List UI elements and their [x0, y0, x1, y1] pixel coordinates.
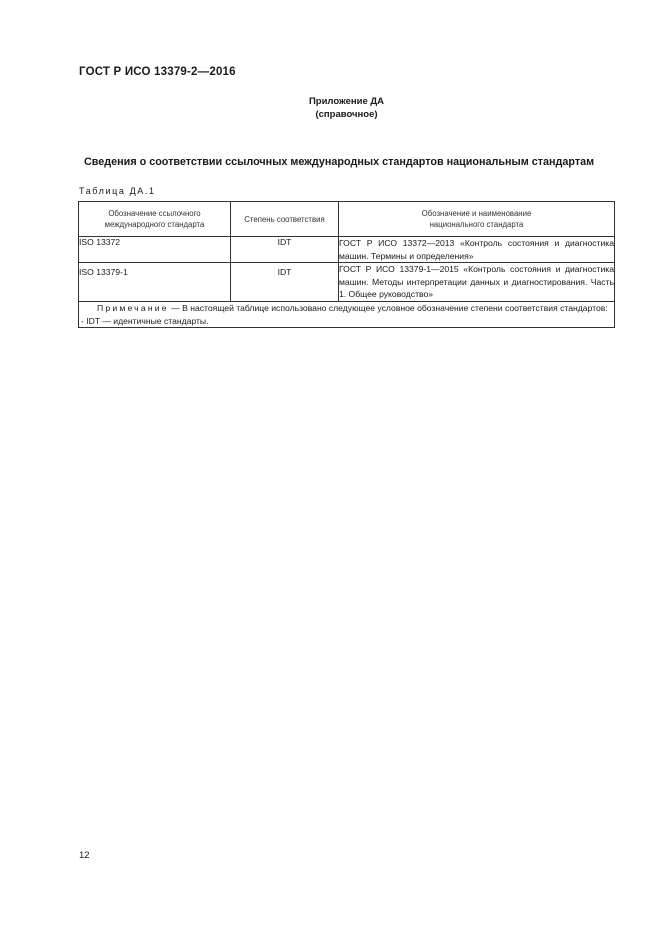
- table-row: [79, 237, 615, 263]
- cell-degree: IDT: [231, 263, 339, 302]
- cell-national: ГОСТ Р ИСО 13379-1—2015 «Контроль состояния и диагностика машин. Методы интерпретации данных и диагностирования. Часть 1. Общее руководство»: [339, 263, 615, 302]
- column-header-degree: Степень соответствия: [231, 202, 339, 237]
- page-number: 12: [79, 850, 90, 861]
- correspondence-table: [78, 201, 615, 328]
- annex-subtitle: (справочное): [315, 109, 378, 120]
- cell-degree: IDT: [231, 237, 339, 263]
- note-text: — В настоящей таблице использовано следующее условное обозначение степени соответствия стандартов:: [168, 302, 608, 313]
- table-row: [79, 263, 615, 302]
- note-list-item: - IDT — идентичные стандарты.: [81, 315, 209, 326]
- table-note: [79, 301, 615, 327]
- table-header-row: [79, 202, 615, 237]
- table-note-row: [79, 301, 615, 327]
- cell-ref: ISO 13372: [79, 237, 231, 263]
- section-title: Сведения о соответствии ссылочных международных стандартов национальным стандартам: [84, 156, 595, 168]
- annex-title: Приложение ДА: [308, 96, 385, 107]
- cell-national: ГОСТ Р ИСО 13372—2013 «Контроль состояния и диагностика машин. Термины и определения»: [339, 237, 615, 263]
- note-label: Примечание: [97, 302, 169, 313]
- note-text-line: [79, 302, 614, 315]
- cell-ref: ISO 13379-1: [79, 263, 231, 302]
- column-header-national: Обозначение и наименование национального стандарта: [339, 202, 615, 237]
- table-caption: Таблица ДА.1: [79, 186, 156, 196]
- column-header-ref: Обозначение ссылочного международного стандарта: [79, 202, 231, 237]
- document-header-standard: ГОСТ Р ИСО 13379-2—2016: [79, 66, 236, 78]
